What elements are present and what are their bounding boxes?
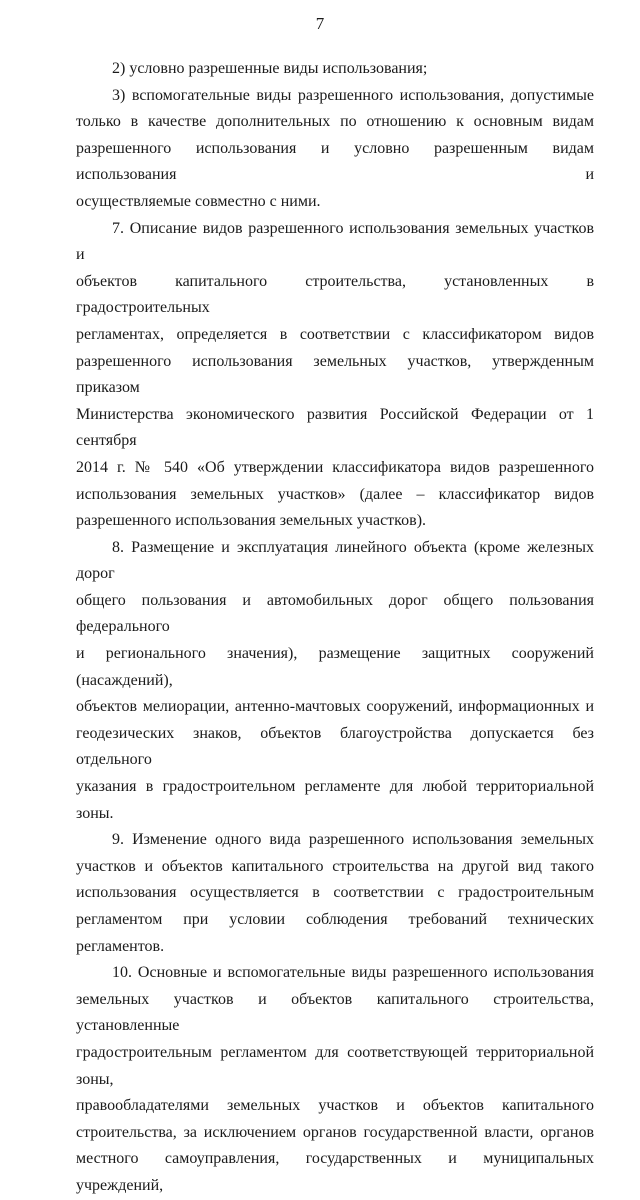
- list-item-2: [76, 56, 594, 83]
- text-line: 9. Изменение одного вида разрешенного использования земельных: [112, 831, 594, 849]
- paragraph-7: [76, 216, 594, 535]
- text-line: 8. Размещение и эксплуатация линейного объекта (кроме железных дорог: [76, 538, 594, 583]
- text-line: 2014 г. № 540 «Об утверждении классификатора видов разрешенного: [76, 458, 594, 476]
- paragraph-8: [76, 535, 594, 828]
- text-line: объектов мелиорации, антенно-мачтовых сооружений, информационных и: [76, 698, 594, 716]
- text-line: разрешенного использования и условно разрешенным видам использования и: [76, 139, 594, 184]
- text-line: участков и объектов капитального строительства на другой вид такого: [76, 857, 594, 875]
- paragraph-10: [76, 960, 594, 1199]
- text-line: разрешенного использования земельных участков, утвержденным приказом: [76, 352, 594, 397]
- text-line: осуществляемые совместно с ними.: [76, 192, 321, 210]
- text-line: градостроительным регламентом для соответствующей территориальной зоны,: [76, 1043, 594, 1088]
- text-line: 2) условно разрешенные виды использования;: [112, 60, 428, 77]
- text-line: 10. Основные и вспомогательные виды разрешенного использования: [112, 964, 594, 982]
- text-line: местного самоуправления, государственных и муниципальных учреждений,: [76, 1150, 594, 1194]
- text-line: использования земельных участков» (далее – классификатор видов: [76, 485, 594, 503]
- text-line: регламентом при условии соблюдения требований технических регламентов.: [76, 911, 594, 955]
- text-line: геодезических знаков, объектов благоустройства допускается без отдельного: [76, 724, 594, 769]
- document-body: [76, 56, 594, 1200]
- text-line: и регионального значения), размещение защитных сооружений (насаждений),: [76, 645, 594, 689]
- text-line: правообладателями земельных участков и объектов капитального: [76, 1097, 594, 1115]
- text-line: разрешенного использования земельных участков).: [76, 512, 427, 530]
- text-line: Министерства экономического развития Российской Федерации от 1 сентября: [76, 405, 594, 450]
- text-line: общего пользования и автомобильных дорог общего пользования федерального: [76, 591, 594, 636]
- text-line: использования осуществляется в соответствии с градостроительным: [76, 884, 594, 902]
- text-line: регламентах, определяется в соответствии с классификатором видов: [76, 325, 594, 343]
- page-number: 7: [315, 14, 325, 33]
- text-line: указания в градостроительном регламенте для любой территориальной зоны.: [76, 778, 594, 822]
- text-line: только в качестве дополнительных по отношению к основным видам: [76, 113, 594, 131]
- paragraph-9: [76, 827, 594, 960]
- list-item-3: [76, 83, 594, 216]
- text-line: строительства, за исключением органов государственной власти, органов: [76, 1123, 594, 1141]
- text-line: объектов капитального строительства, установленных в градостроительных: [76, 272, 594, 317]
- text-line: земельных участков и объектов капитального строительства, установленные: [76, 990, 594, 1035]
- text-line: 3) вспомогательные виды разрешенного использования, допустимые: [112, 86, 594, 104]
- text-line: 7. Описание видов разрешенного использования земельных участков и: [76, 219, 594, 264]
